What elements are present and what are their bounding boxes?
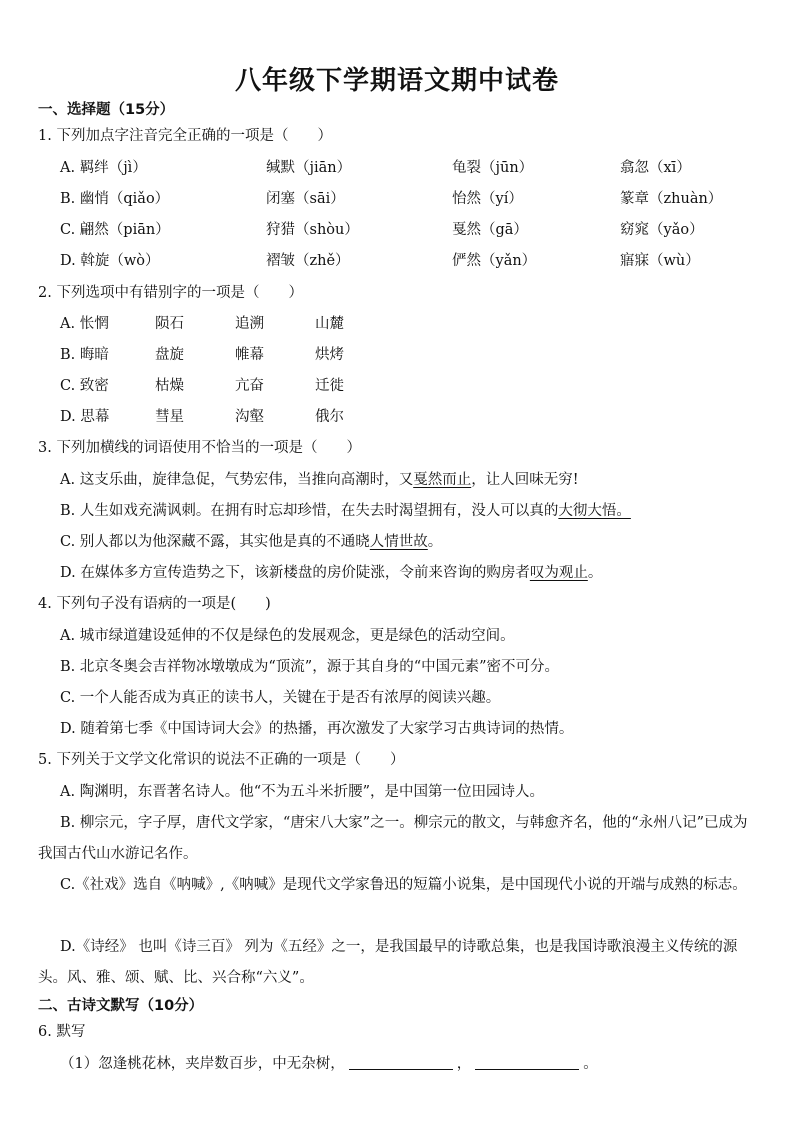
question-5-stem: 5. 下列关于文学文化常识的说法不正确的一项是（ ） bbox=[38, 752, 405, 768]
answer-blank-1[interactable] bbox=[349, 1055, 453, 1070]
q3-a-underlined: 戛然而止 bbox=[413, 472, 472, 488]
q5-option-b: B. 柳宗元，字子厚，唐代文学家，“唐宋八大家”之一。柳宗元的散文，与韩愈齐名，他的“永州八记”已成为我国古代山水游记名作。 bbox=[38, 815, 748, 862]
q5-option-c: C.《社戏》选自《呐喊》,《呐喊》是现代文学家鲁迅的短篇小说集，是中国现代小说的开端与成熟的标志。 bbox=[60, 877, 747, 893]
q1-option-c-2: 狩猎（shòu） bbox=[266, 222, 359, 238]
q2-c-2: 枯燥 bbox=[155, 378, 184, 394]
q1-option-c-3: 戛然（gā） bbox=[452, 222, 528, 238]
q2-c-1: C. 致密 bbox=[60, 378, 109, 394]
q2-a-4: 山麓 bbox=[315, 316, 344, 332]
q3-c-tail: 。 bbox=[427, 534, 443, 550]
question-4-stem: 4. 下列句子没有语病的一项是( ) bbox=[38, 596, 271, 612]
q6-item-1-text: （1）忽逢桃花林，夹岸数百步，中无杂树， bbox=[60, 1056, 345, 1072]
q3-option-c bbox=[60, 532, 442, 552]
q1-option-c-1: C. 翩然（piān） bbox=[60, 222, 170, 238]
q1-option-b-2: 闭塞（sāi） bbox=[266, 191, 345, 207]
q2-b-4: 烘烤 bbox=[315, 347, 344, 363]
q2-c-4: 迁徙 bbox=[315, 378, 344, 394]
q3-a-tail: ，让人回味无穷! bbox=[471, 472, 579, 488]
question-3-stem: 3. 下列加横线的词语使用不恰当的一项是（ ） bbox=[38, 440, 361, 456]
q5-option-d: D.《诗经》 也叫《诗三百》 列为《五经》之一，是我国最早的诗歌总集，也是我国诗歌浪漫主义传统的源头。风、雅、颂、赋、比、兴合称“六义”。 bbox=[38, 939, 738, 986]
page-title: 八年级下学期语文期中试卷 bbox=[234, 66, 559, 96]
q4-option-a: A. 城市绿道建设延伸的不仅是绿色的发展观念，更是绿色的活动空间。 bbox=[60, 628, 515, 644]
question-6-stem: 6. 默写 bbox=[38, 1024, 86, 1040]
q1-option-b-3: 怡然（yí） bbox=[452, 191, 523, 207]
q2-b-2: 盘旋 bbox=[155, 347, 184, 363]
q1-option-a-4: 翕忽（xī） bbox=[620, 160, 691, 176]
q3-d-underlined: 叹为观止 bbox=[529, 565, 588, 581]
q3-b-underlined: 大彻大悟。 bbox=[558, 503, 631, 519]
q6-item-1-end: 。 bbox=[583, 1056, 598, 1072]
q4-option-c: C. 一个人能否成为真正的读书人，关键在于是否有浓厚的阅读兴趣。 bbox=[60, 690, 501, 706]
q1-option-c-4: 窈窕（yǎo） bbox=[620, 222, 704, 238]
q1-option-a-1: A. 羁绊（jì） bbox=[60, 160, 147, 176]
q2-b-1: B. 晦暗 bbox=[60, 347, 109, 363]
section-heading-choice: 一、选择题（15分） bbox=[38, 102, 175, 118]
q6-item-1-sep: ， bbox=[456, 1056, 472, 1072]
q2-d-4: 俄尔 bbox=[315, 409, 344, 425]
q3-b-text: B. 人生如戏充满讽刺。在拥有时忘却珍惜，在失去时渴望拥有，没人可以真的 bbox=[60, 503, 559, 519]
q4-option-b: B. 北京冬奥会吉祥物冰墩墩成为“顶流”，源于其自身的“中国元素”密不可分。 bbox=[60, 659, 560, 675]
q3-option-d bbox=[60, 563, 602, 583]
q5-option-a: A. 陶渊明，东晋著名诗人。他“不为五斗米折腰”，是中国第一位田园诗人。 bbox=[60, 784, 545, 800]
question-2-stem: 2. 下列选项中有错别字的一项是（ ） bbox=[38, 285, 303, 301]
q3-d-text: D. 在媒体多方宣传造势之下，该新楼盘的房价陡涨，令前来咨询的购房者 bbox=[60, 565, 530, 581]
q1-option-b-1: B. 幽悄（qiǎo） bbox=[60, 191, 170, 207]
q1-option-d-3: 俨然（yǎn） bbox=[452, 253, 537, 269]
q1-option-a-2: 缄默（jiān） bbox=[266, 160, 352, 176]
q3-d-tail: 。 bbox=[587, 565, 603, 581]
q2-d-3: 沟壑 bbox=[235, 409, 264, 425]
q2-a-2: 陨石 bbox=[155, 316, 184, 332]
q2-c-3: 亢奋 bbox=[235, 378, 264, 394]
q2-d-2: 彗星 bbox=[155, 409, 184, 425]
q2-d-1: D. 思幕 bbox=[60, 409, 110, 425]
q1-option-d-1: D. 斡旋（wò） bbox=[60, 253, 160, 269]
answer-blank-2[interactable] bbox=[475, 1055, 579, 1070]
q3-c-underlined: 人情世故 bbox=[369, 534, 428, 550]
q2-a-3: 追溯 bbox=[235, 316, 264, 332]
q3-c-text: C. 别人都以为他深藏不露，其实他是真的不通晓 bbox=[60, 534, 370, 550]
q1-option-d-2: 褶皱（zhě） bbox=[266, 253, 350, 269]
section-heading-recitation: 二、古诗文默写（10分） bbox=[38, 998, 204, 1014]
q4-option-d: D. 随着第七季《中国诗词大会》的热播，再次激发了大家学习古典诗词的热情。 bbox=[60, 721, 574, 737]
q6-item-1 bbox=[60, 1054, 598, 1074]
q3-a-text: A. 这支乐曲，旋律急促，气势宏伟，当推向高潮时，又 bbox=[60, 472, 414, 488]
q1-option-d-4: 寤寐（wù） bbox=[620, 253, 700, 269]
q1-option-b-4: 篆章（zhuàn） bbox=[620, 191, 723, 207]
q2-b-3: 帷幕 bbox=[235, 347, 264, 363]
q1-option-a-3: 龟裂（jūn） bbox=[452, 160, 534, 176]
question-1-stem: 1. 下列加点字注音完全正确的一项是（ ） bbox=[38, 128, 332, 144]
q3-option-b bbox=[60, 501, 631, 521]
q3-option-a bbox=[60, 470, 579, 490]
q2-a-1: A. 怅惘 bbox=[60, 316, 109, 332]
